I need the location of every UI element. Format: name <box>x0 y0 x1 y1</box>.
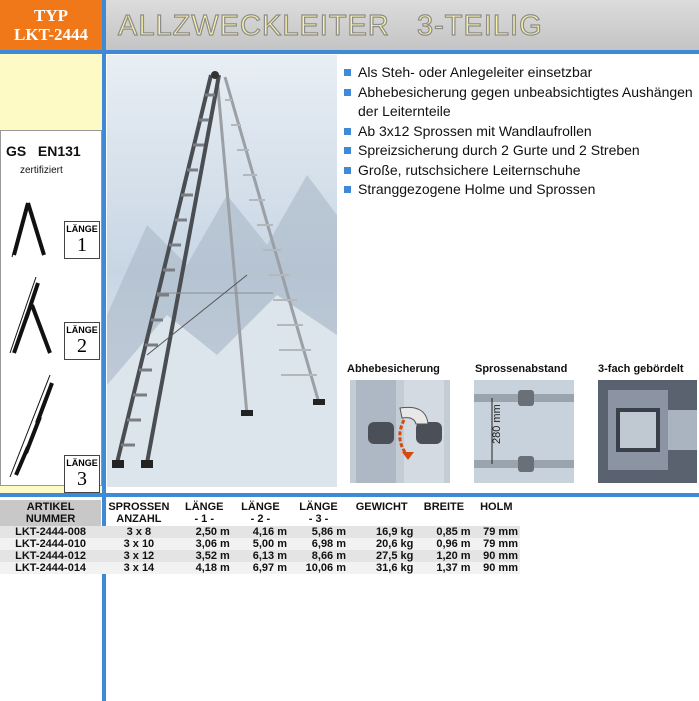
type-badge <box>0 0 102 50</box>
dimension-label: 280 mm <box>491 404 503 444</box>
length-3-box <box>64 455 100 493</box>
col-header-sprossen: SPROSSEN ANZAHL <box>108 501 170 525</box>
cell-laenge2: 5,00 m <box>232 538 289 550</box>
col-header-laenge3: LÄNGE - 3 - <box>299 501 338 525</box>
abhebesicherung-detail-image <box>350 380 450 483</box>
cell-gewicht: 16,9 kg <box>348 526 415 538</box>
gs-en131-label: GS EN131 <box>6 143 81 159</box>
abhebesicherung-label: Abhebesicherung <box>347 363 440 375</box>
type-label: TYP <box>34 6 68 25</box>
bullet-icon <box>344 128 351 135</box>
ladder-product-image <box>107 55 337 487</box>
bullet-icon <box>344 89 351 96</box>
table-row <box>0 526 520 538</box>
cell-gewicht: 20,6 kg <box>348 538 415 550</box>
feature-text: Als Steh- oder Anlegeleiter einsetzbar <box>358 64 593 80</box>
table-header-row <box>0 500 520 526</box>
col-header-gewicht: GEWICHT <box>355 501 408 513</box>
sprossenabstand-label: Sprossenabstand <box>475 363 568 375</box>
cell-laenge1: 3,52 m <box>177 550 232 562</box>
feature-text: Stranggezogene Holme und Sprossen <box>358 181 596 197</box>
feature-text: Spreizsicherung durch 2 Gurte und 2 Streben <box>358 142 640 158</box>
table-row <box>0 538 520 550</box>
length-2-box <box>64 322 100 360</box>
length-3-number: 3 <box>77 468 87 490</box>
cell-breite: 0,96 m <box>415 538 472 550</box>
length-2-number: 2 <box>77 335 87 357</box>
cell-laenge1: 4,18 m <box>177 562 232 574</box>
col-header-breite: BREITE <box>423 501 465 513</box>
length-3-label: LÄNGE <box>66 458 98 468</box>
cell-sprossen: 3 x 10 <box>101 538 176 550</box>
feature-item <box>344 63 694 83</box>
feature-text: Ab 3x12 Sprossen mit Wandlaufrollen <box>358 122 592 139</box>
cell-artikel: LKT-2444-008 <box>0 526 101 538</box>
feature-item <box>344 141 694 161</box>
bullet-icon <box>344 147 351 154</box>
cell-holm: 79 mm <box>473 526 520 538</box>
cell-laenge2: 6,13 m <box>232 550 289 562</box>
cell-laenge3: 10,06 m <box>289 562 348 574</box>
col-header-artikel: ARTIKEL NUMMER <box>0 500 101 526</box>
cell-laenge2: 6,97 m <box>232 562 289 574</box>
feature-item <box>344 83 694 122</box>
cell-artikel: LKT-2444-014 <box>0 562 101 574</box>
feature-item <box>344 161 694 181</box>
gebordelt-label: 3-fach gebördelt <box>598 363 684 375</box>
bullet-icon <box>344 69 351 76</box>
cell-breite: 1,37 m <box>415 562 472 574</box>
type-number: LKT-2444 <box>13 25 88 44</box>
ladder-pictogram-3 <box>10 375 52 477</box>
specification-table <box>0 500 520 574</box>
cell-sprossen: 3 x 12 <box>101 550 176 562</box>
cell-breite: 1,20 m <box>415 550 472 562</box>
ladder-pictogram-2 <box>10 277 50 353</box>
col-header-holm: HOLM <box>480 501 513 513</box>
ladder-length-pictograms <box>4 195 66 485</box>
feature-text: Abhebesicherung gegen unbeabsichtigtes Aushängen der Leiternteile <box>358 83 693 119</box>
cell-breite: 0,85 m <box>415 526 472 538</box>
cell-laenge2: 4,16 m <box>232 526 289 538</box>
ladder-pictogram-1 <box>12 203 44 257</box>
cell-laenge3: 5,86 m <box>289 526 348 538</box>
feature-item <box>344 122 694 142</box>
table-row <box>0 562 520 574</box>
cell-gewicht: 31,6 kg <box>348 562 415 574</box>
table-row <box>0 550 520 562</box>
cell-laenge3: 6,98 m <box>289 538 348 550</box>
cell-sprossen: 3 x 8 <box>101 526 176 538</box>
certified-label: zertifiziert <box>20 165 63 176</box>
sprossenabstand-detail-image <box>474 380 574 483</box>
cell-laenge1: 3,06 m <box>177 538 232 550</box>
bullet-icon <box>344 186 351 193</box>
cell-artikel: LKT-2444-012 <box>0 550 101 562</box>
feature-list <box>344 63 694 200</box>
title-bar <box>106 0 699 50</box>
page-title: ALLZWECKLEITER 3-TEILIG <box>118 10 543 42</box>
length-1-number: 1 <box>77 234 87 256</box>
length-2-label: LÄNGE <box>66 325 98 335</box>
column-divider <box>102 0 106 701</box>
gebordelt-detail-image <box>598 380 697 483</box>
col-header-laenge2: LÄNGE - 2 - <box>241 501 280 525</box>
feature-text: Große, rutschsichere Leiternschuhe <box>358 161 581 178</box>
cell-sprossen: 3 x 14 <box>101 562 176 574</box>
cell-holm: 79 mm <box>473 538 520 550</box>
bullet-icon <box>344 167 351 174</box>
length-1-box <box>64 221 100 259</box>
cell-laenge1: 2,50 m <box>177 526 232 538</box>
cell-holm: 90 mm <box>473 550 520 562</box>
cell-laenge3: 8,66 m <box>289 550 348 562</box>
feature-item <box>344 180 694 200</box>
length-1-label: LÄNGE <box>66 224 98 234</box>
cell-gewicht: 27,5 kg <box>348 550 415 562</box>
col-header-laenge1: LÄNGE - 1 - <box>184 501 224 525</box>
cell-holm: 90 mm <box>473 562 520 574</box>
cell-artikel: LKT-2444-010 <box>0 538 101 550</box>
